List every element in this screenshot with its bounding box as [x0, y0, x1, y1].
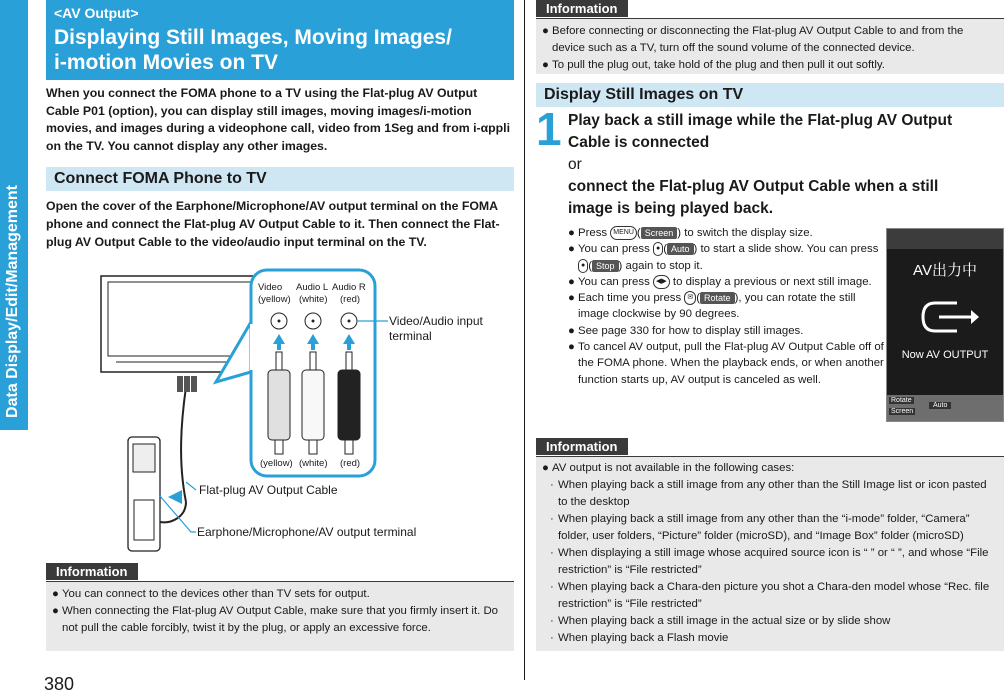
label-audio-r: Audio R [332, 282, 366, 293]
label-plug-yellow: (yellow) [260, 458, 293, 469]
info-subitem: · When playing back a still image from any other than the “i-mode” folder, “Camera” folder, user folders, “Picture” folder (microSD), and “Image Box” folder (microSD) [550, 513, 970, 542]
step-number: 1 [536, 103, 562, 155]
mail-key-icon: ✉ [684, 291, 696, 305]
screen-softkey-screen: Screen [891, 408, 914, 415]
center-key-icon: ● [578, 259, 588, 273]
left-right-key-icon: ◀▶ [653, 275, 670, 289]
info-heading: Information [536, 0, 628, 17]
bullet-item: ● To cancel AV output, pull the Flat-plug AV Output Cable off of the FOMA phone. When the playback ends, or when another function starts up, AV output is canceled as well. [568, 341, 884, 386]
info-subitem: · When playing back a Chara-den picture you shot a Chara-den model whose “Rec. file restriction” is “File restricted” [550, 581, 990, 610]
bullet-item: ● You can press ◀▶ to display a previous or next still image. [568, 275, 872, 288]
menu-key-icon: MENU [610, 226, 637, 240]
left-column [46, 0, 514, 634]
section-heading-connect: Connect FOMA Phone to TV [46, 167, 514, 191]
connection-diagram [46, 262, 514, 554]
softkey-stop: Stop [592, 260, 619, 272]
info-subitem: · When playing back a Flash movie [550, 632, 729, 644]
label-plug-red: (red) [340, 458, 361, 469]
label-video: Video [258, 282, 283, 293]
info-content [46, 581, 514, 651]
label-audio-l-color: (white) [299, 294, 328, 305]
column-divider [524, 0, 525, 680]
info-subitem: · When displaying a still image whose acquired source icon is “ ” or “ ”, and whose “File restriction” is “File restricted” [550, 547, 989, 576]
screen-now-av-output: Now AV OUTPUT [901, 349, 989, 361]
step-bullets [568, 225, 888, 388]
step-instruction: Play back a still image while the Flat-plug AV Output Cable is connected or connect the Flat-plug AV Output Cable when a still image is being played back. [568, 112, 953, 217]
label-input-terminal-1: Video/Audio input [389, 314, 483, 328]
bullet-item: ● You can press ● ( Auto ) to start a slide show. You can press ● ( Stop ) again to stop it. [568, 243, 879, 272]
label-input-terminal-2: terminal [389, 329, 432, 343]
page-number: 380 [44, 674, 75, 694]
diagram-graphic [46, 262, 514, 554]
info-item: ● Before connecting or disconnecting the Flat-plug AV Output Cable to and from the device such as a TV, turn off the sound volume of the connected device. [542, 25, 964, 54]
section-heading-display: Display Still Images on TV [536, 83, 1004, 107]
page-title-box [46, 0, 514, 80]
bullet-item: ● Each time you press ✉ ( Rotate ), you can rotate the still image clockwise by 90 degrees. [568, 292, 856, 321]
info-content [536, 456, 1004, 651]
label-audio-r-color: (red) [340, 294, 361, 305]
info-subitem: · When playing back a still image in the actual size or by slide show [550, 615, 891, 627]
label-plug-white: (white) [299, 458, 328, 469]
label-audio-l: Audio L [296, 282, 329, 293]
connect-instructions: Open the cover of the Earphone/Microphone/AV output terminal on the FOMA phone and connect the Flat-plug AV Output Cable to it. Then connect the Flat-plug AV Output Cable to the video/audio input terminal on the TV. [46, 199, 500, 249]
bullet-item: ● See page 330 for how to display still images. [568, 324, 804, 337]
screen-status-bar [887, 229, 1003, 249]
info-content [536, 18, 1004, 74]
label-cable: Flat-plug AV Output Cable [199, 483, 338, 497]
info-item: ● To pull the plug out, take hold of the plug and then pull it out softly. [542, 59, 885, 71]
av-output-icon [887, 297, 1004, 337]
screen-softkey-bar [887, 395, 1003, 421]
phone-screen-illustration [886, 228, 1004, 422]
softkey-rotate: Rotate [700, 292, 735, 304]
softkey-screen: Screen [641, 227, 678, 239]
bullet-item: ● Press MENU ( Screen ) to switch the display size. [568, 227, 813, 239]
label-earphone-terminal: Earphone/Microphone/AV output terminal [197, 525, 417, 539]
page-title-line1: Displaying Still Images, Moving Images/ [54, 26, 452, 49]
info-item: ● You can connect to the devices other than TV sets for output. [52, 588, 370, 600]
softkey-auto: Auto [667, 243, 694, 255]
info-heading: Information [46, 563, 138, 580]
side-tab [0, 0, 28, 430]
screen-softkey-rotate: Rotate [891, 397, 912, 404]
screen-softkey-auto: Auto [929, 402, 951, 409]
info-box-right-bottom [536, 438, 1004, 651]
title-category: <AV Output> [54, 5, 139, 21]
label-video-color: (yellow) [258, 294, 291, 305]
info-item: ● When connecting the Flat-plug AV Output Cable, make sure that you firmly insert it. Do not pull the cable forcibly, twist it by the plug, or apply an excessive force. [52, 605, 499, 634]
center-key-icon: ● [653, 242, 663, 256]
info-item: ● AV output is not available in the following cases: [542, 462, 795, 474]
info-box-right-top [536, 0, 1004, 74]
lead-paragraph: When you connect the FOMA phone to a TV using the Flat-plug AV Output Cable P01 (option), you can display still images, moving images/i-motion movies, and images during a videophone call, video from 1Seg and from i-αppli on the TV. You cannot display any other images. [46, 86, 510, 153]
info-subitem: · When playing back a still image from any other than the Still Image list or icon pasted to the desktop [550, 479, 987, 508]
info-box-left [46, 563, 514, 651]
page-title-line2: i-motion Movies on TV [54, 51, 278, 74]
side-tab-label: Data Display/Edit/Management [4, 185, 21, 418]
info-heading: Information [536, 438, 628, 455]
screen-av-output-title: AV出力中 [913, 262, 977, 279]
